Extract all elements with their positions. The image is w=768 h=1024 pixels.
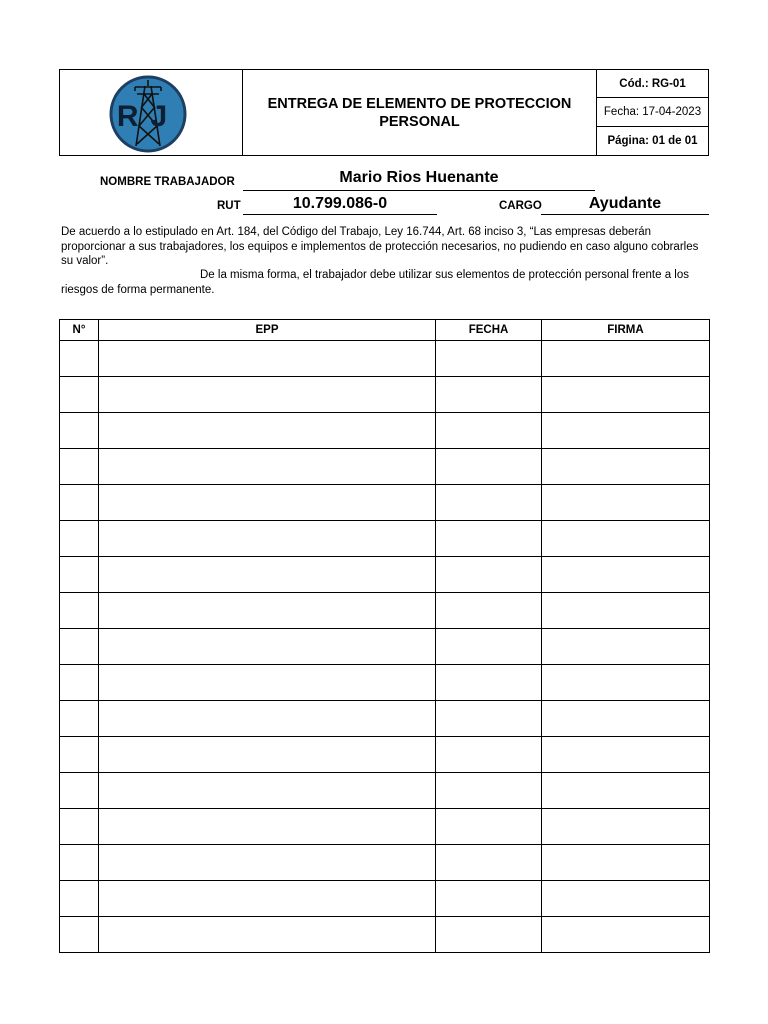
column-header-number: N° (60, 320, 99, 341)
epp-cell (99, 665, 436, 701)
date-cell (436, 557, 542, 593)
epp-cell (99, 593, 436, 629)
number-cell (60, 413, 99, 449)
table-row (60, 737, 710, 773)
date-cell (436, 809, 542, 845)
signature-cell (542, 521, 710, 557)
signature-cell (542, 593, 710, 629)
number-cell (60, 629, 99, 665)
date-cell (436, 377, 542, 413)
date-cell (436, 737, 542, 773)
epp-cell (99, 737, 436, 773)
number-cell (60, 341, 99, 377)
signature-cell (542, 413, 710, 449)
signature-cell (542, 449, 710, 485)
number-cell (60, 377, 99, 413)
table-row (60, 593, 710, 629)
table-row (60, 881, 710, 917)
signature-cell (542, 377, 710, 413)
number-cell (60, 593, 99, 629)
table-row (60, 809, 710, 845)
number-cell (60, 809, 99, 845)
signature-cell (542, 845, 710, 881)
number-cell (60, 773, 99, 809)
epp-delivery-table (59, 319, 710, 953)
number-cell (60, 521, 99, 557)
date-cell (436, 593, 542, 629)
cargo-value: Ayudante (588, 195, 662, 212)
number-cell (60, 449, 99, 485)
date-cell (436, 341, 542, 377)
signature-cell (542, 701, 710, 737)
table-row (60, 845, 710, 881)
worker-name-line (243, 190, 595, 191)
number-cell (60, 737, 99, 773)
date-cell (436, 701, 542, 737)
logo-cell (60, 70, 243, 155)
legal-paragraph: De acuerdo a lo estipulado en Art. 184, del Código del Trabajo, Ley 16.744, Art. 68 inciso 3, “Las empresas deberán proporcionar a sus trabajadores, los equipos e implementos de protección necesarios, no pudiendo en caso alguno cobrarles su valor”. (61, 226, 699, 267)
epp-cell (99, 629, 436, 665)
number-cell (60, 665, 99, 701)
signature-cell (542, 809, 710, 845)
table-row (60, 773, 710, 809)
date-cell (436, 629, 542, 665)
document-meta (596, 70, 708, 155)
rut-value: 10.799.086-0 (292, 195, 388, 212)
epp-cell (99, 557, 436, 593)
document-page: Página: 01 de 01 (607, 134, 698, 147)
signature-cell (542, 341, 710, 377)
company-logo (108, 74, 188, 154)
table-row (60, 341, 710, 377)
table-row (60, 557, 710, 593)
epp-cell (99, 917, 436, 953)
signature-cell (542, 485, 710, 521)
cargo-label: CARGO (499, 200, 542, 212)
rut-line (243, 214, 437, 215)
signature-cell (542, 629, 710, 665)
signature-cell (542, 881, 710, 917)
table-row (60, 917, 710, 953)
epp-cell (99, 845, 436, 881)
epp-cell (99, 341, 436, 377)
epp-cell (99, 809, 436, 845)
epp-cell (99, 413, 436, 449)
table-header-row (60, 320, 710, 341)
worker-name-value: Mario Rios Huenante (339, 169, 499, 186)
document-code: Cód.: RG-01 (597, 70, 708, 98)
document-date: Fecha: 17-04-2023 (597, 98, 708, 126)
epp-cell (99, 881, 436, 917)
table-row (60, 701, 710, 737)
date-cell (436, 485, 542, 521)
table-row (60, 377, 710, 413)
table-row (60, 485, 710, 521)
signature-cell (542, 557, 710, 593)
worker-name-label: NOMBRE TRABAJADOR (100, 176, 235, 188)
column-header-signature: FIRMA (542, 320, 710, 341)
number-cell (60, 917, 99, 953)
table-row (60, 449, 710, 485)
date-cell (436, 665, 542, 701)
number-cell (60, 845, 99, 881)
signature-cell (542, 917, 710, 953)
epp-cell (99, 773, 436, 809)
table-row (60, 521, 710, 557)
signature-cell (542, 773, 710, 809)
form-title: ENTREGA DE ELEMENTO DE PROTECCION PERSONAL (267, 95, 572, 130)
number-cell (60, 881, 99, 917)
cargo-line (541, 214, 709, 215)
date-cell (436, 773, 542, 809)
signature-cell (542, 737, 710, 773)
date-cell (436, 521, 542, 557)
table-row (60, 413, 710, 449)
epp-cell (99, 449, 436, 485)
number-cell (60, 485, 99, 521)
table-row (60, 665, 710, 701)
date-cell (436, 917, 542, 953)
date-cell (436, 449, 542, 485)
date-cell (436, 881, 542, 917)
number-cell (60, 557, 99, 593)
signature-cell (542, 665, 710, 701)
usage-paragraph: De la misma forma, el trabajador debe utilizar sus elementos de protección personal frente a los riesgos de forma permanente. (61, 269, 689, 296)
date-cell (436, 413, 542, 449)
date-cell (436, 845, 542, 881)
epp-cell (99, 521, 436, 557)
epp-cell (99, 485, 436, 521)
form-header (59, 69, 709, 156)
table-body (60, 341, 710, 953)
logo-letters: RJ (116, 100, 180, 133)
column-header-epp: EPP (99, 320, 436, 341)
number-cell (60, 701, 99, 737)
column-header-date: FECHA (436, 320, 542, 341)
epp-cell (99, 701, 436, 737)
rut-label: RUT (217, 200, 241, 212)
epp-cell (99, 377, 436, 413)
table-row (60, 629, 710, 665)
